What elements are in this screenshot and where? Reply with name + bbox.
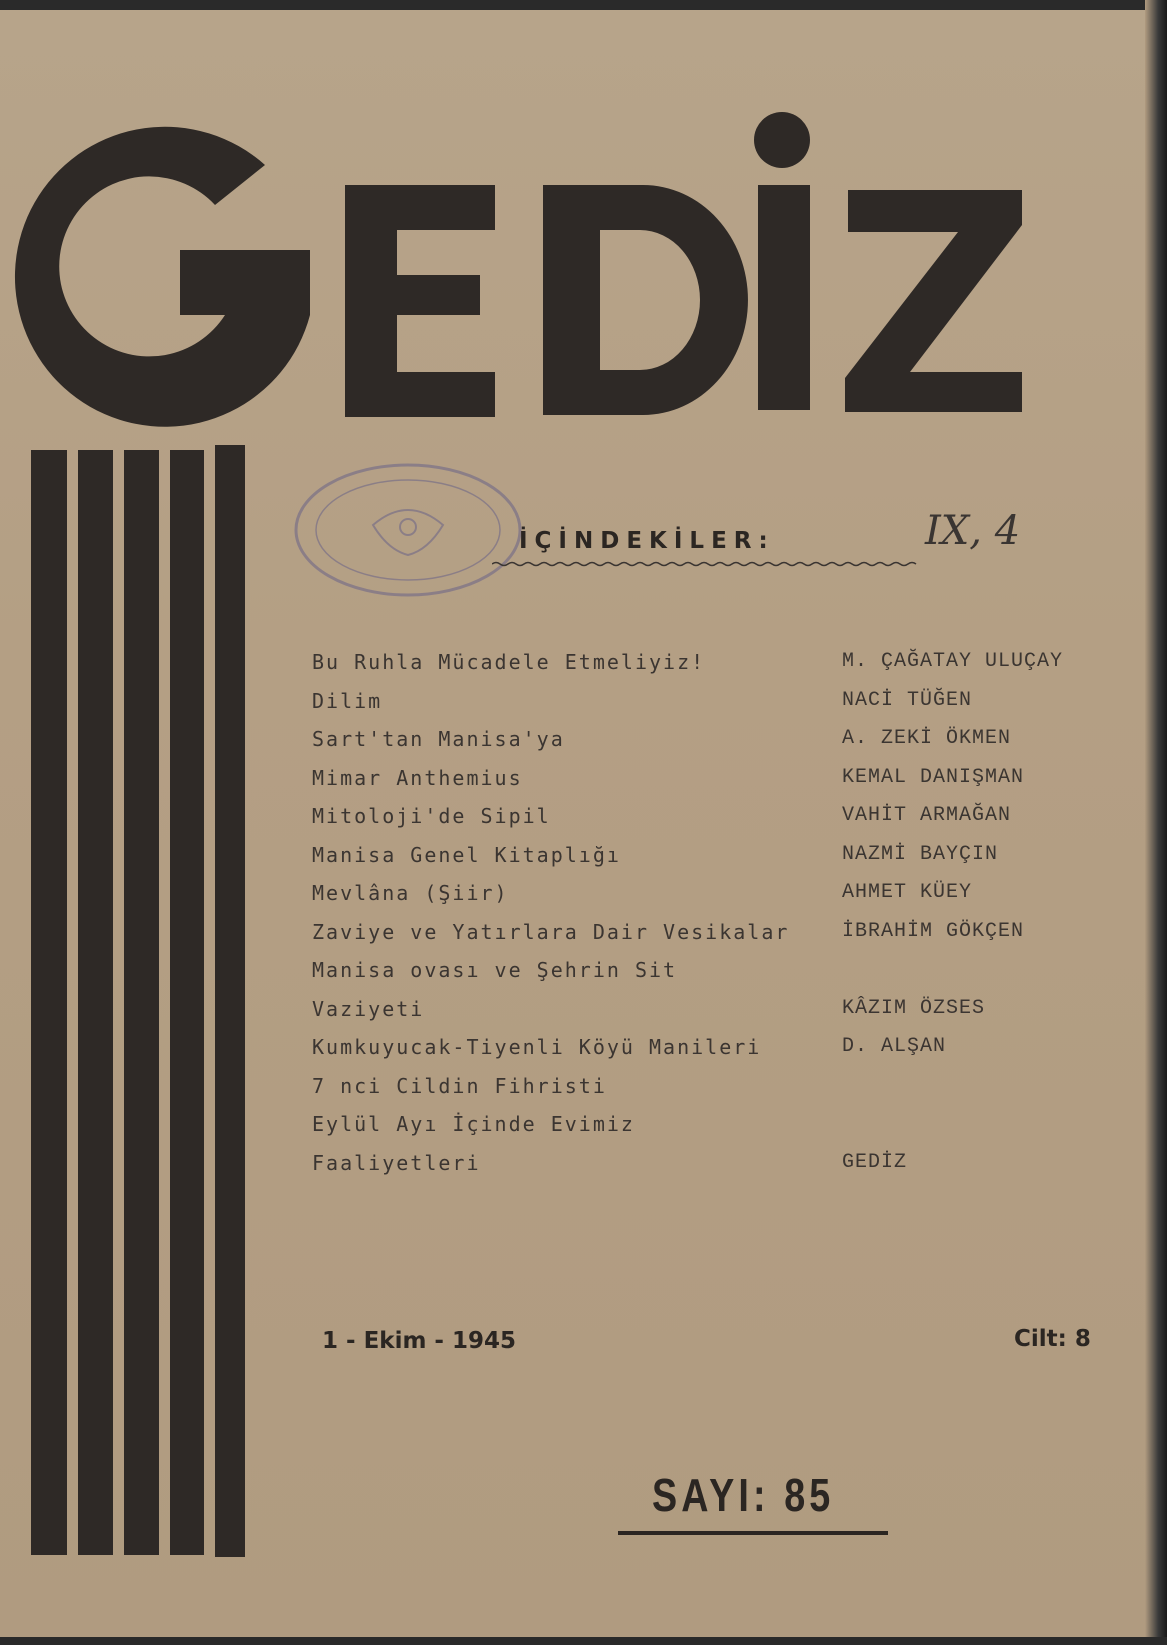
toc-author: A. ZEKİ ÖKMEN — [842, 727, 1012, 750]
toc-row — [312, 958, 1112, 997]
toc-author: GEDİZ — [842, 1150, 908, 1174]
toc-author: AHMET KÜEY — [842, 881, 973, 904]
contents-heading: İÇİNDEKİLER: — [519, 528, 775, 554]
toc-title: Kumkuyucak-Tiyenli Köyü Manileri — [312, 1035, 762, 1059]
toc-row — [312, 843, 1112, 882]
toc-title: 7 nci Cildin Fihristi — [312, 1073, 607, 1098]
heading-wavy-underline — [492, 561, 920, 567]
toc-author: NACİ TÜĞEN — [842, 688, 973, 712]
issue-underline — [618, 1531, 888, 1535]
toc-row — [312, 1074, 1112, 1113]
toc-row — [312, 1035, 1112, 1074]
toc-title: Mevlâna (Şiir) — [312, 881, 509, 905]
toc-title: Vaziyeti — [312, 996, 425, 1021]
toc-row — [312, 1151, 1112, 1190]
scan-edge-bottom — [0, 1637, 1167, 1645]
toc-title: Mitoloji'de Sipil — [312, 804, 551, 828]
toc-title: Zaviye ve Yatırlara Dair Vesikalar — [312, 919, 790, 944]
toc-author: D. ALŞAN — [842, 1035, 947, 1058]
issue-date: 1 - Ekim - 1945 — [322, 1328, 516, 1354]
handwritten-note: IX, 4 — [925, 508, 1021, 554]
toc-title: Eylül Ayı İçinde Evimiz — [312, 1112, 635, 1136]
toc-row — [312, 881, 1112, 920]
table-of-contents — [312, 650, 1112, 1189]
toc-author: NAZMİ BAYÇIN — [842, 842, 999, 866]
scan-edge-right — [1145, 0, 1167, 1645]
volume-number: Cilt: 8 — [1014, 1326, 1091, 1352]
issue-number: SAYI: 85 — [652, 1469, 835, 1521]
toc-title: Faaliyetleri — [312, 1150, 481, 1175]
toc-title: Manisa ovası ve Şehrin Sit — [312, 958, 678, 982]
toc-author: KÂZIM ÖZSES — [842, 996, 986, 1020]
toc-row — [312, 766, 1112, 805]
toc-row — [312, 689, 1112, 728]
toc-author: İBRAHİM GÖKÇEN — [842, 919, 1025, 943]
toc-row — [312, 1112, 1112, 1151]
masthead-logo — [10, 100, 1080, 440]
toc-title: Manisa Genel Kitaplığı — [312, 842, 621, 867]
scan-edge-top — [0, 0, 1167, 10]
library-stamp — [288, 455, 528, 605]
toc-row — [312, 804, 1112, 843]
toc-row — [312, 727, 1112, 766]
toc-author: M. ÇAĞATAY ULUÇAY — [842, 650, 1064, 673]
toc-title: Dilim — [312, 688, 383, 713]
toc-author: KEMAL DANIŞMAN — [842, 765, 1025, 789]
toc-title: Sart'tan Manisa'ya — [312, 727, 565, 751]
toc-title: Bu Ruhla Mücadele Etmeliyiz! — [312, 650, 706, 674]
toc-row — [312, 650, 1112, 689]
decorative-vertical-bars — [28, 445, 268, 1557]
toc-author: VAHİT ARMAĞAN — [842, 804, 1012, 827]
toc-title: Mimar Anthemius — [312, 765, 523, 790]
toc-row — [312, 920, 1112, 959]
toc-row — [312, 997, 1112, 1036]
